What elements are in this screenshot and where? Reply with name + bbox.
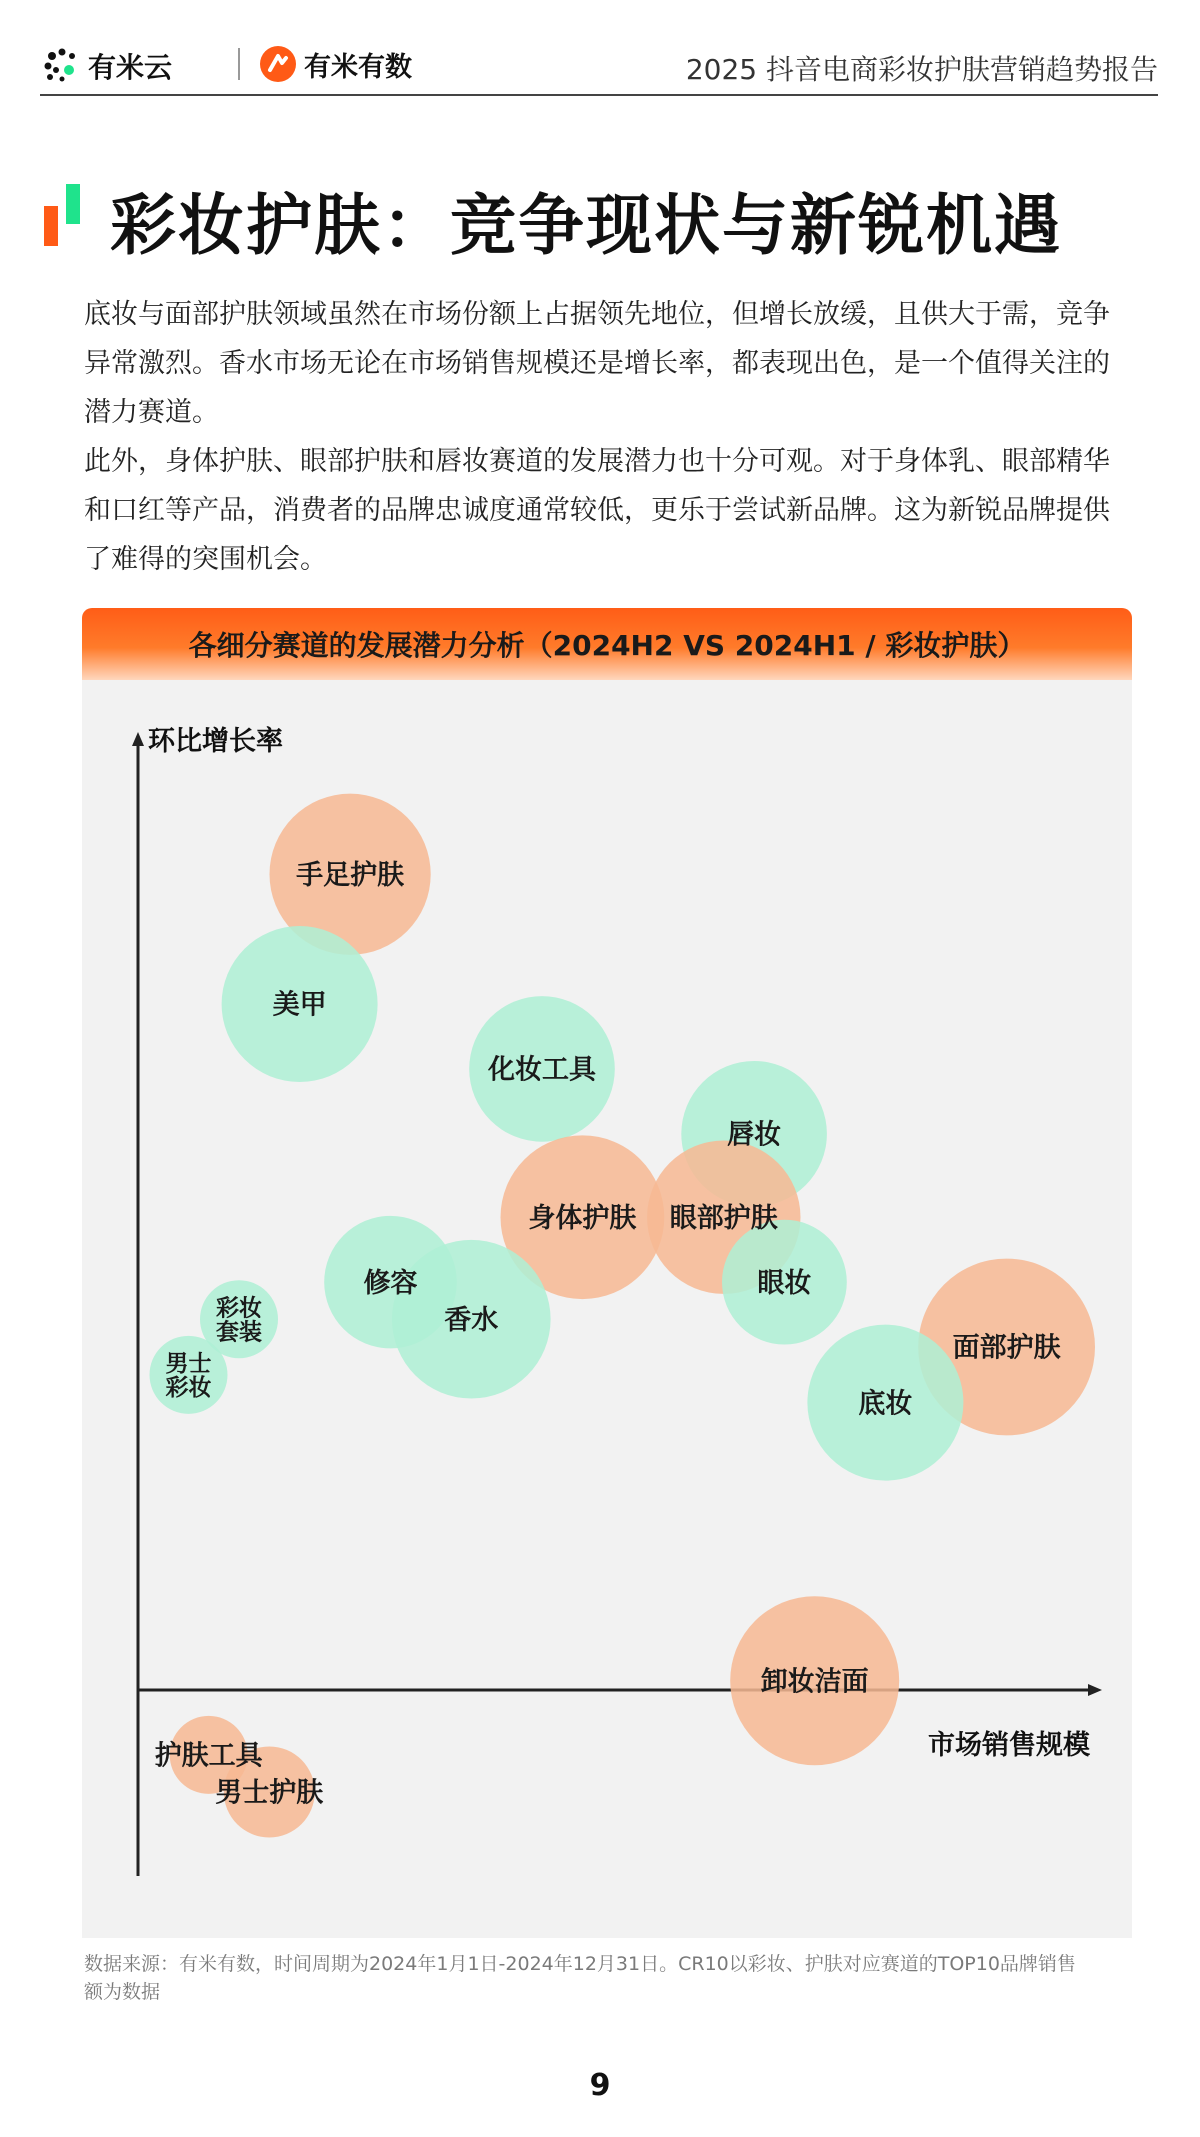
bubble-label: 唇妆 [727, 1119, 782, 1151]
logo2-text: 有米有数 [304, 51, 412, 83]
x-axis-label: 市场销售规模 [928, 1730, 1090, 1761]
x-axis-arrow [1088, 1684, 1102, 1696]
bubble-label: 修容 [363, 1267, 418, 1299]
paragraph-1: 底妆与面部护肤领域虽然在市场份额上占据领先地位，但增长放缓，且供大于需，竞争异常激烈。香水市场无论在市场销售规模还是增长率，都表现出色，是一个值得关注的潜力赛道。 [84, 299, 1110, 428]
page-header [40, 36, 1158, 96]
bubble-label: 手足护肤 [296, 859, 405, 891]
bubble-label: 底妆 [858, 1388, 913, 1420]
bubble-label: 化妆工具 [488, 1054, 596, 1086]
chart-header [82, 608, 1132, 680]
bubble-label: 眼部护肤 [669, 1202, 778, 1234]
bubble-chart-card [82, 608, 1132, 1938]
youmi-cloud-logo [42, 46, 172, 86]
youmi-cloud-logo-icon [42, 46, 82, 86]
logo-separator [238, 48, 240, 80]
y-axis-arrow [132, 732, 144, 746]
logo1-text: 有米云 [88, 51, 173, 84]
chart-title: 各细分赛道的发展潜力分析（2024H2 VS 2024H1 / 彩妆护肤） [188, 629, 1026, 662]
bubble-label: 男士护肤 [215, 1777, 324, 1809]
bubble-label: 身体护肤 [528, 1202, 637, 1234]
source-note: 数据来源：有米有数，时间周期为2024年1月1日-2024年12月31日。CR10以彩妆、护肤对应赛道的TOP10品牌销售额为数据 [84, 1953, 1076, 2003]
youmi-data-logo-icon [258, 44, 298, 84]
paragraph-2: 此外，身体护肤、眼部护肤和唇妆赛道的发展潜力也十分可观。对于身体乳、眼部精华和口红等产品，消费者的品牌忠诚度通常较低，更乐于尝试新品牌。这为新锐品牌提供了难得的突围机会。 [84, 446, 1110, 575]
body-text [84, 290, 1124, 584]
bubble-label: 彩妆套装 [216, 1295, 262, 1346]
page-number: 9 [589, 2068, 611, 2103]
bubble-label: 男士彩妆 [165, 1351, 212, 1402]
report-title: 2025 抖音电商彩妆护肤营销趋势报告 [685, 53, 1158, 86]
youmi-data-logo [258, 44, 412, 84]
bubble-label: 香水 [444, 1304, 499, 1336]
bubble-chart [82, 680, 1132, 1938]
bubble-label: 眼妆 [757, 1267, 812, 1299]
bubble-label: 卸妆洁面 [760, 1666, 869, 1698]
title-accent-mark [44, 184, 88, 246]
bubble-label: 美甲 [272, 989, 327, 1021]
chart-body [82, 680, 1132, 1938]
page-title: 彩妆护肤：竞争现状与新锐机遇 [110, 187, 1062, 264]
bubble-label: 面部护肤 [952, 1332, 1061, 1364]
y-axis-label: 环比增长率 [148, 726, 283, 757]
bubble-label: 护肤工具 [154, 1740, 263, 1772]
